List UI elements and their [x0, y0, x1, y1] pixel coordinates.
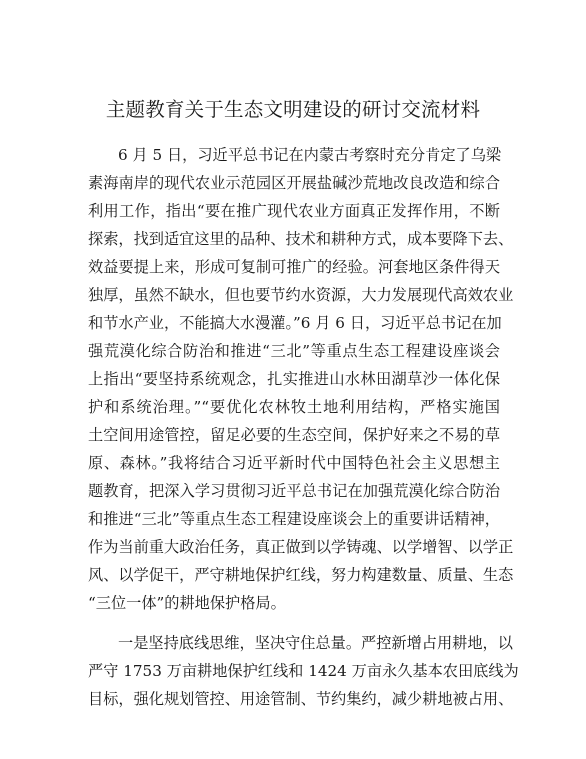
paragraph-1-line-11: 土空间用途管控，留足必要的生态空间，保护好来之不易的草: [88, 426, 500, 444]
paragraph-2-line-1: 一是坚持底线思维，坚决守住总量。严控新增占用耕地，以: [118, 634, 513, 652]
paragraph-1-line-7: 和节水产业，不能搞大水漫灌。”6 月 6 日，习近平总书记在加: [88, 314, 502, 332]
paragraph-1-line-4: 探索，找到适宜这里的品种、技术和耕种方式，成本要降下去、: [88, 230, 514, 248]
paragraph-1-line-10: 护和系统治理。”“要优化农林牧土地利用结构，严格实施国: [88, 398, 500, 416]
paragraph-1-line-2: 素海南岸的现代农业示范园区开展盐碱沙荒地改良改造和综合: [88, 174, 500, 192]
paragraph-1-line-17: “三位一体”的耕地保护格局。: [88, 594, 286, 612]
paragraph-1-line-13: 题教育，把深入学习贯彻习近平总书记在加强荒漠化综合防治: [88, 482, 500, 500]
document-title: 主题教育关于生态文明建设的研讨交流材料: [105, 98, 481, 121]
paragraph-1-line-14: 和推进“三北”等重点生态工程建设座谈会上的重要讲话精神，: [88, 510, 500, 528]
paragraph-1-line-6: 独厚，虽然不缺水，但也要节约水资源，大力发展现代高效农业: [88, 286, 514, 304]
paragraph-1-line-5: 效益要提上来，形成可复制可推广的经验。河套地区条件得天: [88, 258, 500, 276]
paragraph-1-line-1: 6 月 5 日，习近平总书记在内蒙古考察时充分肯定了乌梁: [118, 146, 502, 164]
paragraph-2-line-2: 严守 1753 万亩耕地保护红线和 1424 万亩永久基本农田底线为: [88, 662, 519, 680]
paragraph-1-line-12: 原、森林。”我将结合习近平新时代中国特色社会主义思想主: [88, 454, 500, 472]
paragraph-1-line-15: 作为当前重大政治任务，真正做到以学铸魂、以学增智、以学正: [88, 538, 514, 556]
paragraph-1-line-8: 强荒漠化综合防治和推进“三北”等重点生态工程建设座谈会: [88, 342, 500, 360]
paragraph-2-line-3: 目标，强化规划管控、用途管制、节约集约，减少耕地被占用、: [88, 690, 514, 708]
paragraph-1-line-9: 上指出“要坚持系统观念，扎实推进山水林田湖草沙一体化保: [88, 370, 500, 388]
paragraph-1-line-16: 风、以学促干，严守耕地保护红线，努力构建数量、质量、生态: [88, 566, 514, 584]
paragraph-1-line-3: 利用工作，指出“要在推广现代农业方面真正发挥作用，不断: [88, 202, 500, 220]
